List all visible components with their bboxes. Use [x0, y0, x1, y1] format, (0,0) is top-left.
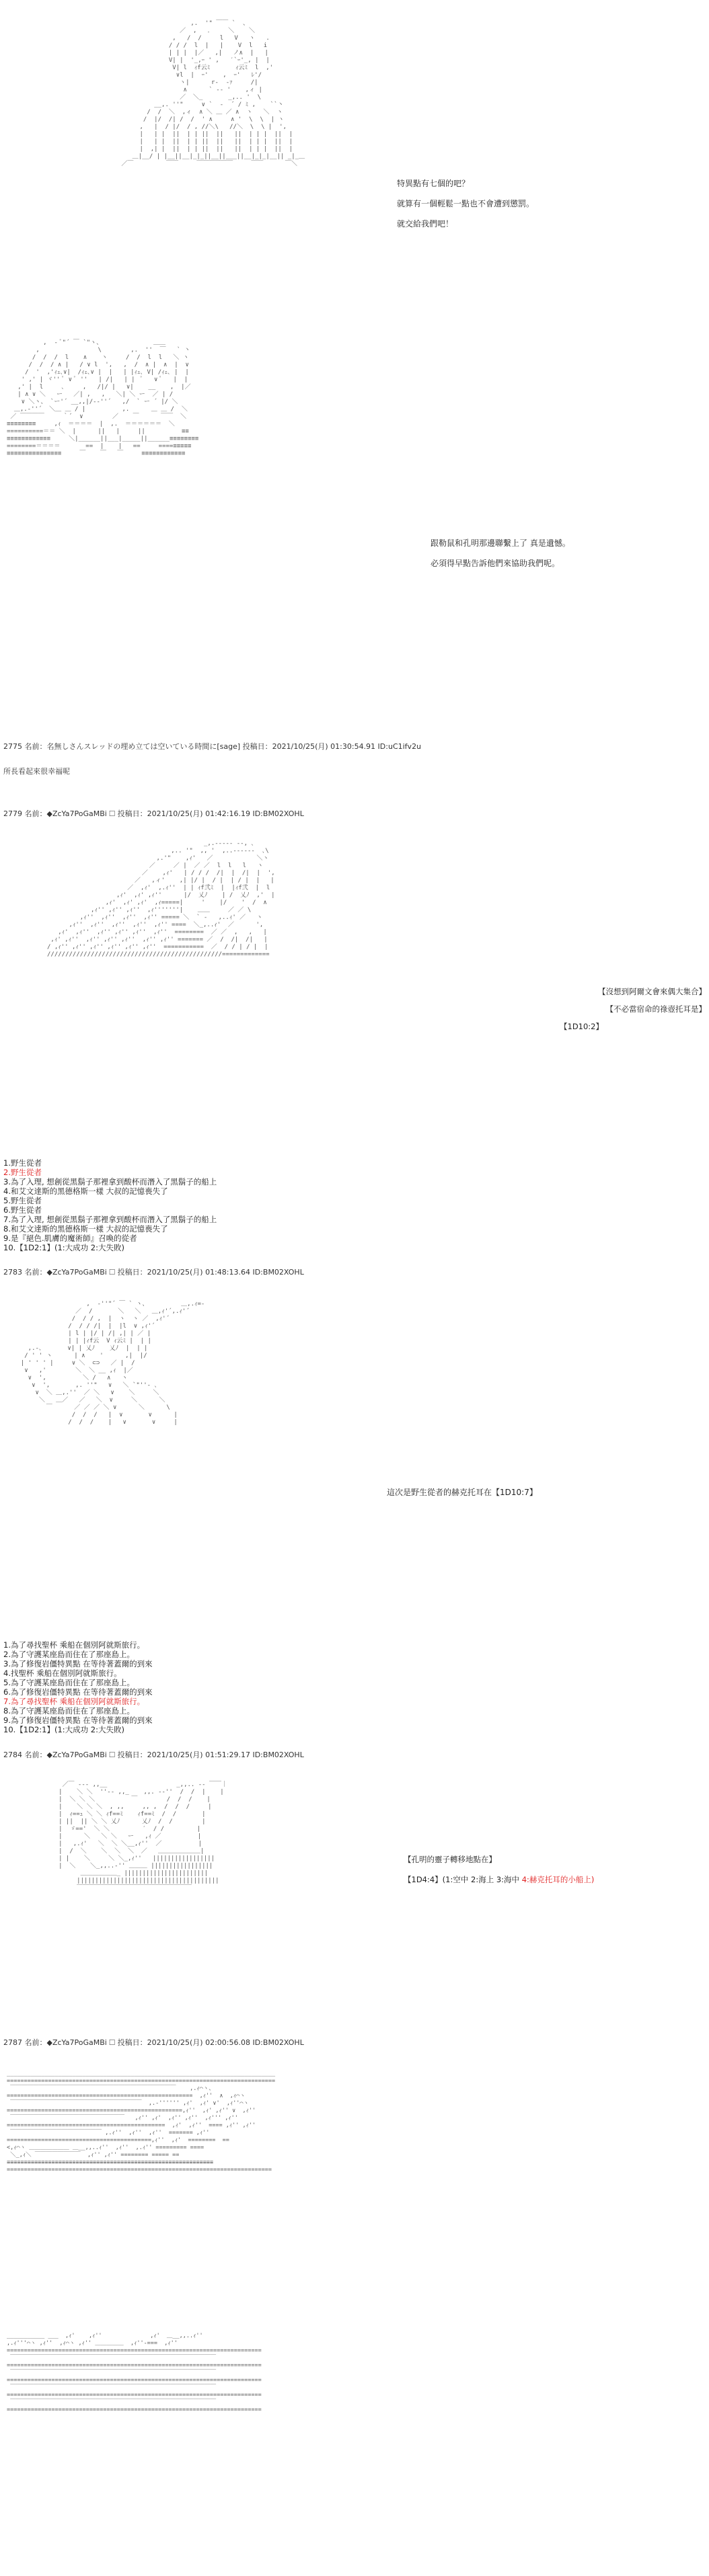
note-line: 【沒想到阿爾文會來偶大集合】	[598, 987, 706, 996]
post-body: 所長看起來很幸福呢	[3, 767, 70, 776]
choice-item: 4.和艾文達斯的黑德格斯一樣 大叔的記憶喪失了	[3, 1186, 168, 1196]
choice-item: 7.為了尋找聖杯 乘船在個別阿就斯旅行。	[3, 1697, 145, 1706]
note-roll-result: 4:赫克托耳的小船上)	[521, 1875, 595, 1884]
roll-note: 這次是野生從者的赫克托耳在【1D10:7】	[387, 1488, 537, 1497]
note-group	[552, 986, 706, 1032]
ascii-art-kongming: ／￣ ‐‐‐ ,,__ _,,.. -‐ ￣￣｜ | ＼ ＼ ''‐- ,,_ ,,. -‐'' / / | | | ＼ ＼ ＼ ￣ / / / | | ＼ ＼ ＼ , ,, ,, , / / / | | ｨ==ｭ ＼ ＼ ｨf==ﾐ ｨf==ﾐ / / | | || || ＼ ＼ 乂ﾉ 乂ﾉ / / | | ゞ==' ＼ ＼ ′ / / | | ＼ ＼ ＼ ー ,ｨ ／ | | ,.ｨ' ＼ ＼ ＼__,ｨ'' ／ | | / ＼ ＼ ＼ ＼ ／ ＿＿＿＿＿＿＿| | | ＼ ＼ ＼_,ｨ'' ||||||||||||||||| | ＼ ＼_,,..-'' ＿＿＿ ||||||||||||||||| ＿＿＿＿＿＿_ ||||||||||||||||||||||| ||||||||||||||||||||||||||||||||||||||| ￣￣￣￣￣￣￣￣￣￣￣￣￣￣￣￣￣￣￣	[59, 1781, 227, 1892]
note-line: 【不必當宿命的祿壺托耳是】	[605, 1004, 706, 1014]
dialogue-line: 就算有一個輕鬆一點也不會遭到懲罰。	[397, 199, 535, 208]
choice-item: 7.為了入理, 想創從黑鬍子那裡拿到酸杯而潛入了黑鬍子的船上	[3, 1215, 217, 1224]
choice-item: 10.【1D2:1】(1:大成功 2:大失敗)	[3, 1243, 124, 1252]
dialogue-2	[431, 538, 570, 569]
choice-item: 5.為了守護某座島而住在了那座島上。	[3, 1678, 135, 1687]
post-header: 2787 名前：◆ZcYa7PoGaMBi 🞎 投稿日：2021/10/25(月) 02:00:56.08 ID:BM02XOHL	[3, 2038, 304, 2047]
note-line	[404, 1874, 594, 1885]
post-header: 2783 名前：◆ZcYa7PoGaMBi 🞎 投稿日：2021/10/25(月) 01:48:13.64 ID:BM02XOHL	[3, 1268, 304, 1277]
choice-item: 3.為了修復岩僵特異點 在等待著蓋爾的到來	[3, 1659, 153, 1668]
ascii-art-sea-scene: ______________________________________________________________________________ ============================================================================== ￣￣￣￣￣￣￣￣￣￣￣￣￣￣￣￣￣￣￣￣￣￣￣￣￣￣￣￣￣ ,.ｨ⌒ヽ、 ====================================================== ,ｨ'' ∧ ,ｨ⌒ヽ ￣￣￣￣￣￣￣￣￣￣￣￣￣￣￣￣￣￣￣￣￣￣￣ ,.-'''''' ,ｨ' ,ｨ' ∨' ,ｨ''⌒ヽ ===================================================,ｨ'' ,ｨ' ,ｨ'' ∨ ,ｨ'' ￣￣￣￣￣￣￣￣￣￣￣￣￣￣￣￣￣￣￣￣ ,ｨ'' ,ｨ' ,ｨ'' ,ｨ'' ,ｨ''' ,ｨ'' ============================================== ,ｨ' ,ｨ'' ==== ,ｨ'' ,ｨ'' ￣￣￣￣￣￣￣￣￣￣￣￣￣￣￣￣ ,.ｨ'' ,ｨ'' ,ｨ'' ======= ,ｨ'' ==========================================,ｨ'' ,ｨ' ======== == <,ｨ⌒ヽ ＿＿＿＿＿＿＿ ＿__,,..ｨ'' ,ｨ'' ,.ｨ'' ========= ==== ＼_,ｨ＼ ￣￣￣￣￣￣￣￣ ,ｨ'' ,ｨ'' ======== ===== == ≡≡≡≡≡≡≡≡≡≡≡≡≡≡≡≡≡≡≡≡≡≡≡≡≡≡≡≡≡≡≡≡≡≡≡≡≡≡≡≡≡≡≡≡≡≡≡≡≡≡≡≡≡≡≡≡≡≡≡≡ =============================================================================	[7, 2070, 276, 2173]
note-line: 【1D10:2】	[560, 1022, 603, 1031]
note-line: 【孔明的靈子轉移地點在】	[404, 1855, 496, 1864]
choice-item: 1.野生從者	[3, 1158, 42, 1168]
choice-item: 4.找聖杯 乘船在個別阿就斯旅行。	[3, 1668, 122, 1678]
choice-item: 5.野生從者	[3, 1196, 42, 1205]
post-header: 2779 名前：◆ZcYa7PoGaMBi 🞎 投稿日：2021/10/25(月) 01:42:16.19 ID:BM02XOHL	[3, 809, 304, 818]
note-roll: 【1D4:4】(1:空中 2:海上 3:海中	[404, 1875, 522, 1884]
dialogue-line: 跟勒鼠和孔明那邊聯繫上了 真是遺憾。	[431, 538, 570, 548]
dialogue-line: 就交給我們吧！	[397, 219, 454, 229]
note-group	[404, 1854, 594, 1885]
choice-item: 2.為了守護某座島而住在了那座島上。	[3, 1650, 135, 1659]
choice-item: 8.為了守護某座島而住在了那座島上。	[3, 1706, 135, 1716]
choice-item: 9.為了修復岩僵特異點 在等待著蓋爾的到來	[3, 1716, 153, 1725]
ascii-art-sea-waves: ___________ ___ ,ｨ' ,ｨ'' ,ｨ' ＿__,,..ｨ'' ,.ｨ'''⌒ヽ ,ｨ'' ,ｨ⌒ヽ ,ｨ'' ＿＿＿＿＿ ,ｨ''-=== ,ｨ'' ========================================================================== ￣￣￣￣￣￣￣￣￣￣￣￣￣￣￣￣￣￣￣￣￣￣￣￣￣￣￣￣￣￣￣￣￣￣￣￣ ========================================================================== ￣￣￣￣￣￣￣￣￣￣￣￣￣￣￣￣￣￣￣￣￣￣￣￣￣￣￣￣￣￣￣￣￣￣￣￣ ========================================================================== ￣￣￣￣￣￣￣￣￣￣￣￣￣￣￣￣￣￣￣￣￣￣￣￣￣￣￣￣￣￣￣￣￣￣￣￣ ========================================================================== ￣￣￣￣￣￣￣￣￣￣￣￣￣￣￣￣￣￣￣￣￣￣￣￣￣￣￣￣￣￣￣￣￣￣￣￣ ==========================================================================	[7, 2333, 262, 2413]
choice-item: 6.為了修復岩僵特異點 在等待著蓋爾的到來	[3, 1687, 153, 1697]
ascii-art-character-1: ,. '" ￣￣ ` 、 ／ , ． ＼ ＼ , / / l V ヽ . / / / l | | V l i | | | |／ ,| ノ∧ | | V| | '_,ｰ ' , ′`ｰ'_, | | V| l ｨf云ﾐ ｨ云ﾐ l ,' ∨l | ｰ' , ｰ' ﾚ'/ ヽ| r- -ｧ /| ∧ ` ‐‐ ' ,ィ | ／ ＼_ _,.. ' \ __,. ''" ∨ ` ‐ ´ / ﾐ , ``丶 / / ＼ ,ィ ∧ ＼ ＿ ／ ∧ ヽ ＼ ヽ / |/ /| / / ' ∧ ∧ ' \ \ | ヽ , | / |/ / , //＼\ //＼ \ \ | ', | | | || | | || || || | | | || | | | | || | | || || || | | | || | | ,| | || | | || || || | | | || | ＿|__/ | |__||__|_|_||__||___||__|_|_|__|| _|_＿ ／￣ ￣￣ ￣￣￣￣￣￣ ￣￣ ￣＼	[121, 20, 305, 167]
choice-item: 8.和艾文達斯的黑德格斯一樣 大叔的記憶喪失了	[3, 1224, 168, 1234]
choice-item: 3.為了入理, 想創從黑鬍子那裡拿到酸杯而潛入了黑鬍子的船上	[3, 1177, 217, 1186]
choice-item: 10.【1D2:1】(1:大成功 2:大失敗)	[3, 1725, 124, 1734]
ascii-art-slumped-character: _,.-‐‐‐‐ --, ､ ,.. '" ,, ' ,..-‐--‐- ､\ ,.'" ,ｨ' ／ ＼ヽ ／ ／ | ／ ／ l l l ヽ ／ ,ｨ' | / / / /| | /| | ', ／ ,ィ' ,| |/ | / | | / | | | ／ ,ｨ' ,.ｨ'' | | ｨf弐ﾐ | |ｨf弐 | l ,ｨ' ,ｨ' ,ｨ'' |/ 乂ﾉ | / 乂ﾉ ,' | ,ｨ' ,ｨ' ,ｨ' ,ｨ=====| ' |/ ' / ∧ ,ｨ'' ,ｨ'' ,ｨ'' ,ｨ'''''''| ＿＿ ／ ／ \ ,ｨ'' ,ｨ'' ,ｨ'' ,ｨ'' ===== ＼ ` ‐ ,..ｨ' ／ ヽ ,ｨ'' ,ｨ'' ,ｨ'' ,ｨ'' ,ｨ'' ==== ＼_,..ｨ' ／ ', ,ｨ' ,ｨ'' ,ｨ'' ,ｨ'' ,ｨ'' ,ｨ'' ======== ／ ／ , , | ,ｨ' ,ｨ'' ,ｨ'' ,ｨ'' ,ｨ'' ,ｨ'' ,ｨ'' ======= ／ / /| /| | / ,ｨ'' ,ｨ'' ,ｨ'' ,ｨ'' ,ｨ'' ,ｨ'' =========== ／ / / | / | | ////////////////////////////////////////////////=============	[47, 840, 275, 958]
choice-list	[3, 1158, 217, 1252]
choice-list	[3, 1640, 153, 1734]
dialogue-line: 特異點有七個的吧？	[397, 179, 470, 188]
dialogue-1	[397, 178, 534, 230]
choice-item: 6.野生從者	[3, 1205, 42, 1215]
dialogue-line: 必須得早點告訴他們來協助我們呢。	[431, 559, 560, 568]
post-header: 2784 名前：◆ZcYa7PoGaMBi 🞎 投稿日：2021/10/25(月) 01:51:29.17 ID:BM02XOHL	[3, 1750, 304, 1759]
choice-item: 2.野生從者	[3, 1168, 42, 1177]
ascii-art-hector: , ‐''"´ ￣ ` ヽ、 ＿,.ｨ=- ／ / ＼ ＼ ＿,ｨ'´,.ｨ'´ / / / , | ヽ ヽ ／ ,ｨ'´ / / / /| | |l ∨ ,ｨ'´ | l | |/ | /| ,| | ／ | | | |ｨf云 V ｨ云ﾐ | | | ,.-､ ∨| | 乂ﾉ 乂ﾉ | | | / ' ' ヽ | ∧ ' ,| |/ | ' ' ' | ∨ ＼ ⊂⊃ ／ | / ∨ ,' ＼ ＼ __ ,ｨ |／ ∨ ', ＼ / ∧ ヽ ∨ ', ,. ''" ∨ ＼ `"''‐ ､ ∨ ＼ ＿,.'' ／ ＼ ∨ ＼ ＼ ＼ ＿／ ／ ＼ ∨ ＼ ＼ ￣ ／ ／ ／ ＼ ∨ ＼ \ / / / | ∨ ∨ | / / / | ∨ ∨ |	[20, 1301, 205, 1426]
choice-item: 1.為了尋找聖杯 乘船在個別阿就斯旅行。	[3, 1640, 145, 1650]
post-header: 2775 名前：名無しさんスレッドの埋め立ては空いている時間に[sage] 投稿日：2021/10/25(月) 01:30:54.91 ID:uC1ifv2u	[3, 742, 422, 751]
choice-item: 9.是『絕色.肌膚的魔術師』召喚的從者	[3, 1234, 137, 1243]
ascii-art-characters-2: , ‐ ﾞ"´ ￣ `"ヽ、 ＿＿ , \ ,. '' ￣ ` 丶 / / / l ∧ ヽ / / l l ＼ ヽ / / / ∧ | / ∨ l ', , / ∧ | ∧ | ∨ / ' ,'ｨｪ､∨| /ｨｪ､∨ | | | |ｨｪ､ V| /ｨｪ､ | | ' ,' | ヾ'' ﾟ ∨ ﾟ '' | /| | | ﾟ ∨ ﾟ | | ,' | l ､ , /|/ | ∨| __ , |／ | ∧ ∨ ＼ ー ／| , , ＼| ＼ ー ／ | / ∨ ＼ヽ、 `ー'´ __,,|/-‐''´ ,/ ` ー ´ |/ ＼ ＿,.-''´ ＼＿ ＿ / | ,. ＿ ＿ / ＼ ／ ￣￣￣￣ ｀´ ∨ ／ ￣ ￣￣ ＼ ≡≡≡≡≡≡≡≡ ,ｨ ＝＝＝＝ | ,. ＝＝＝＝＝＝ ＼ ==========＝＝ ＼ | || | || ≡≡ ≡≡≡≡≡≡≡≡≡≡≡≡ ＼|______||___|_____||______≡≡≡≡≡≡≡≡ ========＝＝＝＝ == | | == ====≡≡≡≡≡ ≡≡≡≡≡≡≡≡≡≡≡≡≡≡≡ ￣ ￣ ￣ ≡≡≡≡≡≡≡≡≡≡≡≡	[7, 339, 199, 457]
